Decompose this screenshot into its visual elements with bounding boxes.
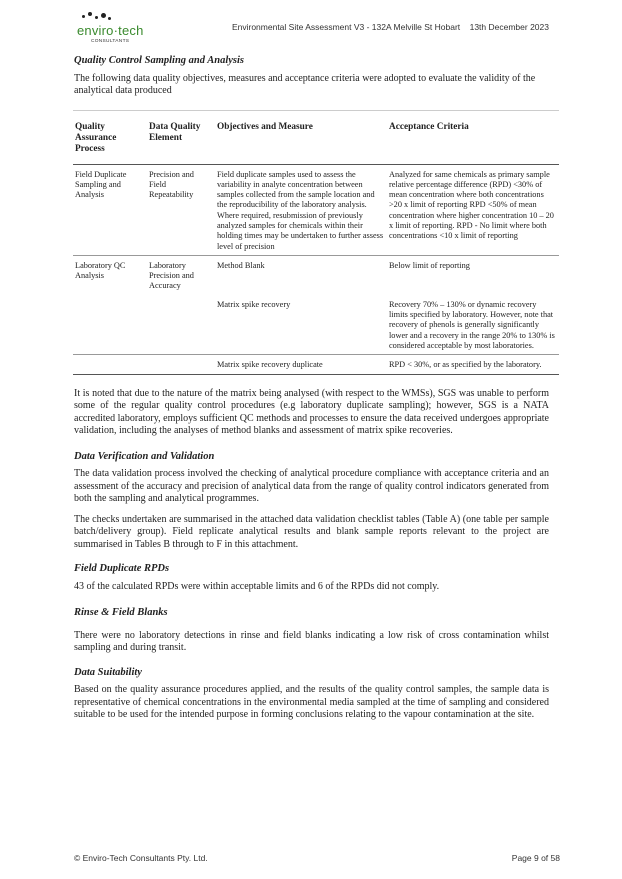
document-info: Environmental Site Assessment V3 - 132A Melville St Hobart 13th December 2023 bbox=[231, 22, 549, 32]
qc-table bbox=[73, 110, 559, 375]
cell-element bbox=[147, 355, 215, 374]
table-header-row bbox=[73, 110, 559, 164]
cell-element: Precision and Field Repeatability bbox=[149, 169, 194, 200]
table-header-element: Data Quality Element bbox=[147, 110, 215, 164]
blanks-paragraph: There were no laboratory detections in rinse and field blanks indicating a low risk of cross contamination whilst sampling and during transit. bbox=[74, 629, 549, 654]
cell-objective: Method Blank bbox=[215, 255, 387, 294]
page-footer bbox=[74, 853, 560, 863]
table-row bbox=[73, 295, 559, 355]
table-row bbox=[73, 255, 559, 294]
table-header-objectives: Objectives and Measure bbox=[215, 110, 387, 164]
cell-process: Field Duplicate Sampling and Analysis bbox=[75, 169, 127, 200]
blanks-heading: Rinse & Field Blanks bbox=[74, 607, 168, 619]
cell-criteria: Analyzed for same chemicals as primary sample relative percentage difference (RPD) <30% of mean concentration where both concentrations >20 x limit of reporting RPD <50% of mean concentration where higher concentration 10 – 20 x limit of reporting. RPD - No limit where both concentrations <10 x limit of reporting bbox=[389, 169, 554, 241]
cell-criteria: Below limit of reporting bbox=[387, 255, 559, 294]
rpd-paragraph: 43 of the calculated RPDs were within acceptable limits and 6 of the RPDs did not comply. bbox=[74, 580, 440, 592]
logo-dots bbox=[74, 10, 154, 22]
company-logo bbox=[74, 10, 154, 46]
verification-paragraph-1: The data validation process involved the checking of analytical procedure compliance with acceptance criteria and an assessment of the accuracy and precision of analytical data from the range of quality control indicators generated from both the sampling and analytical programmes. bbox=[74, 468, 549, 505]
verification-paragraph-2: The checks undertaken are summarised in the attached data validation checklist tables (Table A) (one table per sample batch/delivery group). Field replicate analytical results and blank sample reports relevant to the project are summarised in Tables B through to F in this attachment. bbox=[74, 513, 549, 550]
cell-criteria: RPD < 30%, or as specified by the laboratory. bbox=[387, 355, 559, 374]
table-row bbox=[73, 355, 559, 374]
table-header-criteria: Acceptance Criteria bbox=[387, 110, 559, 164]
rpd-heading: Field Duplicate RPDs bbox=[74, 563, 170, 575]
cell-element bbox=[147, 295, 215, 355]
footer-copyright: © Enviro-Tech Consultants Pty. Ltd. bbox=[74, 853, 208, 863]
cell-process: Laboratory QC Analysis bbox=[73, 255, 147, 294]
cell-objective: Matrix spike recovery duplicate bbox=[215, 355, 387, 374]
page-header bbox=[0, 0, 622, 48]
verification-heading: Data Verification and Validation bbox=[74, 450, 215, 462]
logo-sub-text: CONSULTANTS bbox=[91, 39, 130, 44]
logo-brand-text: enviro·tech bbox=[77, 23, 144, 38]
cell-element: Laboratory Precision and Accuracy bbox=[147, 255, 215, 294]
cell-objective: Field duplicate samples used to assess the variability in analyte concentration between samples collected from the sample location and the reproducibility of the laboratory analysis. Where required, resubmission of previously analyzed samples for chemicals within their holding times may be undertaken to further assess level of precision bbox=[217, 169, 384, 251]
table-header-process: Quality Assurance Process bbox=[73, 110, 147, 164]
cell-criteria: Recovery 70% – 130% or dynamic recovery limits specified by laboratory. However, note that recovery of phenols is generally significantly lower and a recovery in the range 20% to 130% is considered acceptable by most laboratories. bbox=[389, 299, 555, 350]
footer-page-number: Page 9 of 58 bbox=[511, 853, 560, 863]
cell-process bbox=[73, 295, 147, 355]
suitability-heading: Data Suitability bbox=[74, 666, 142, 678]
table-row bbox=[73, 164, 559, 255]
page-content bbox=[74, 55, 555, 730]
cell-objective: Matrix spike recovery bbox=[217, 299, 291, 309]
qc-heading: Quality Control Sampling and Analysis bbox=[74, 55, 244, 66]
qc-intro: The following data quality objectives, measures and acceptance criteria were adopted to evaluate the validity of the analytical data produced bbox=[74, 72, 536, 96]
qc-note: It is noted that due to the nature of the matrix being analysed (with respect to the WMSs), SGS was unable to perform some of the regular quality control procedures (e.g laboratory duplicate sampling); however, SGS is a NATA accredited laboratory, employs sufficient QC methods and processes to ensure the data received undergoes appropriate validation, including the analyses of method blanks and assessment of matrix spike recoveries. bbox=[74, 387, 549, 437]
suitability-paragraph: Based on the quality assurance procedures applied, and the results of the quality control samples, the sample data is representative of chemical concentrations in the environmental media sampled at the time of sampling and considered suitable to be used for the intended purpose in forming conclusions relating to the vapour contamination at the site. bbox=[74, 684, 549, 721]
cell-process bbox=[73, 355, 147, 374]
